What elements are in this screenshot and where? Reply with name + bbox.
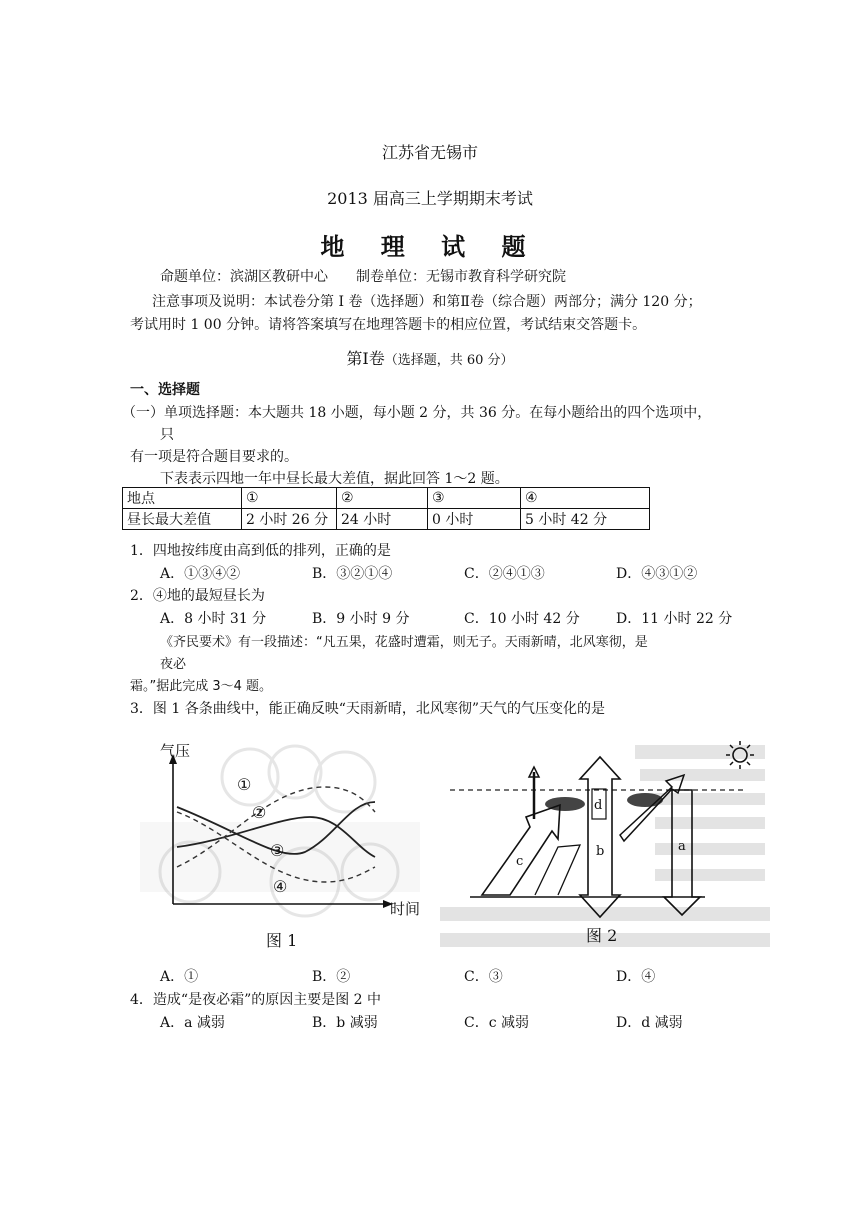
- arrow-b: [580, 757, 620, 917]
- radiation-diagram: [440, 727, 770, 955]
- curve-label-4: ④: [273, 877, 288, 896]
- table-intro: 下表表示四地一年中昼长最大差值，据此回答 1～2 题。: [160, 471, 509, 487]
- region-title: 江苏省无锡市: [381, 143, 478, 162]
- table-cell: 24 小时: [337, 509, 428, 530]
- q4-option-d[interactable]: D．d 减弱: [616, 1015, 683, 1031]
- question-1-stem: 1．四地按纬度由高到低的排列，正确的是: [130, 543, 391, 559]
- curve-label-2: ②: [252, 803, 267, 822]
- notes-line-2: 考试用时 1 00 分钟。请将答案填写在地理答题卡的相应位置，考试结束交答题卡。: [130, 317, 647, 333]
- q2-option-a[interactable]: A．8 小时 31 分: [160, 611, 267, 627]
- curve-label-3: ③: [270, 841, 285, 860]
- question-4-stem: 4．造成“是夜必霜”的原因主要是图 2 中: [130, 992, 382, 1008]
- quote-line-2: 霜。”据此完成 3～4 题。: [130, 679, 273, 694]
- table-cell: 0 小时: [428, 509, 521, 530]
- quote-line-1b: 夜必: [160, 657, 187, 672]
- question-3-stem: 3．图 1 各条曲线中，能正确反映“天雨新晴，北风寒彻”天气的气压变化的是: [130, 701, 606, 717]
- arrow-c: [482, 805, 560, 895]
- x-axis-label: 时间: [390, 900, 421, 918]
- daylength-table: [122, 487, 650, 530]
- exam-title: 2013 届高三上学期期末考试: [327, 189, 533, 208]
- q2-option-c[interactable]: C．10 小时 42 分: [464, 611, 580, 627]
- table-cell: ①: [242, 488, 337, 509]
- solar-ray-arrow: [620, 775, 684, 841]
- q1-option-b[interactable]: B．③②①④: [312, 566, 393, 582]
- table-cell: 昼长最大差值: [123, 509, 242, 530]
- q3-option-a[interactable]: A．①: [160, 969, 199, 985]
- notes-line-1: 注意事项及说明：本试卷分第 I 卷（选择题）和第Ⅱ卷（综合题）两部分；满分 120 分；: [152, 294, 702, 310]
- sub-instructions-2: 有一项是符合题目要求的。: [130, 449, 298, 465]
- table-cell: 2 小时 26 分: [242, 509, 337, 530]
- section-heading: [0, 346, 860, 369]
- table-row: [123, 509, 650, 530]
- arrow-label-c: c: [516, 854, 524, 869]
- figure-1: [130, 732, 430, 954]
- table-cell: ②: [337, 488, 428, 509]
- table-row: [123, 488, 650, 509]
- q1-option-a[interactable]: A．①③④②: [160, 566, 241, 582]
- subject-title: 地 理 试 题: [320, 232, 540, 261]
- table-cell: 5 小时 42 分: [521, 509, 650, 530]
- quote-line-1: 《齐民要术》有一段描述：“凡五果，花盛时遭霜，则无子。天雨新晴，北风寒彻，是: [160, 635, 648, 650]
- q4-option-a[interactable]: A．a 减弱: [160, 1015, 225, 1031]
- q2-option-b[interactable]: B．9 小时 9 分: [312, 611, 410, 627]
- table-cell: 地点: [123, 488, 242, 509]
- arrow-label-b: b: [596, 844, 605, 859]
- author-units: 命题单位：滨湖区教研中心 制卷单位：无锡市教育科学研究院: [160, 269, 566, 285]
- q4-option-b[interactable]: B．b 减弱: [312, 1015, 378, 1031]
- figure-2-caption: 图 2: [586, 926, 618, 945]
- section-heading-main: 第Ⅰ卷: [346, 349, 385, 368]
- q2-option-d[interactable]: D．11 小时 22 分: [616, 611, 733, 627]
- table-cell: ④: [521, 488, 650, 509]
- figure-1-caption: 图 1: [266, 931, 298, 950]
- sub-instructions-1: （一）单项选择题：本大题共 18 小题，每小题 2 分，共 36 分。在每小题给出的四个选项中，: [122, 405, 712, 421]
- y-axis-label: 气压: [160, 742, 191, 760]
- arrow-label-a: a: [678, 839, 686, 854]
- curve-label-1: ①: [237, 775, 252, 794]
- q3-option-d[interactable]: D．④: [616, 969, 656, 985]
- q1-option-c[interactable]: C．②④①③: [464, 566, 545, 582]
- table-cell: ③: [428, 488, 521, 509]
- pressure-curve-figure: [130, 732, 430, 954]
- q3-option-b[interactable]: B．②: [312, 969, 351, 985]
- part-heading: 一、选择题: [130, 382, 200, 398]
- q4-option-c[interactable]: C．c 减弱: [464, 1015, 530, 1031]
- question-2-stem: 2．④地的最短昼长为: [130, 588, 265, 604]
- section-heading-note: （选择题，共 60 分）: [384, 353, 514, 368]
- arrow-label-d: d: [594, 798, 603, 813]
- sub-instructions-1b: 只: [160, 427, 174, 443]
- figure-2: [440, 727, 770, 955]
- q1-option-d[interactable]: D．④③①②: [616, 566, 698, 582]
- q3-option-c[interactable]: C．③: [464, 969, 503, 985]
